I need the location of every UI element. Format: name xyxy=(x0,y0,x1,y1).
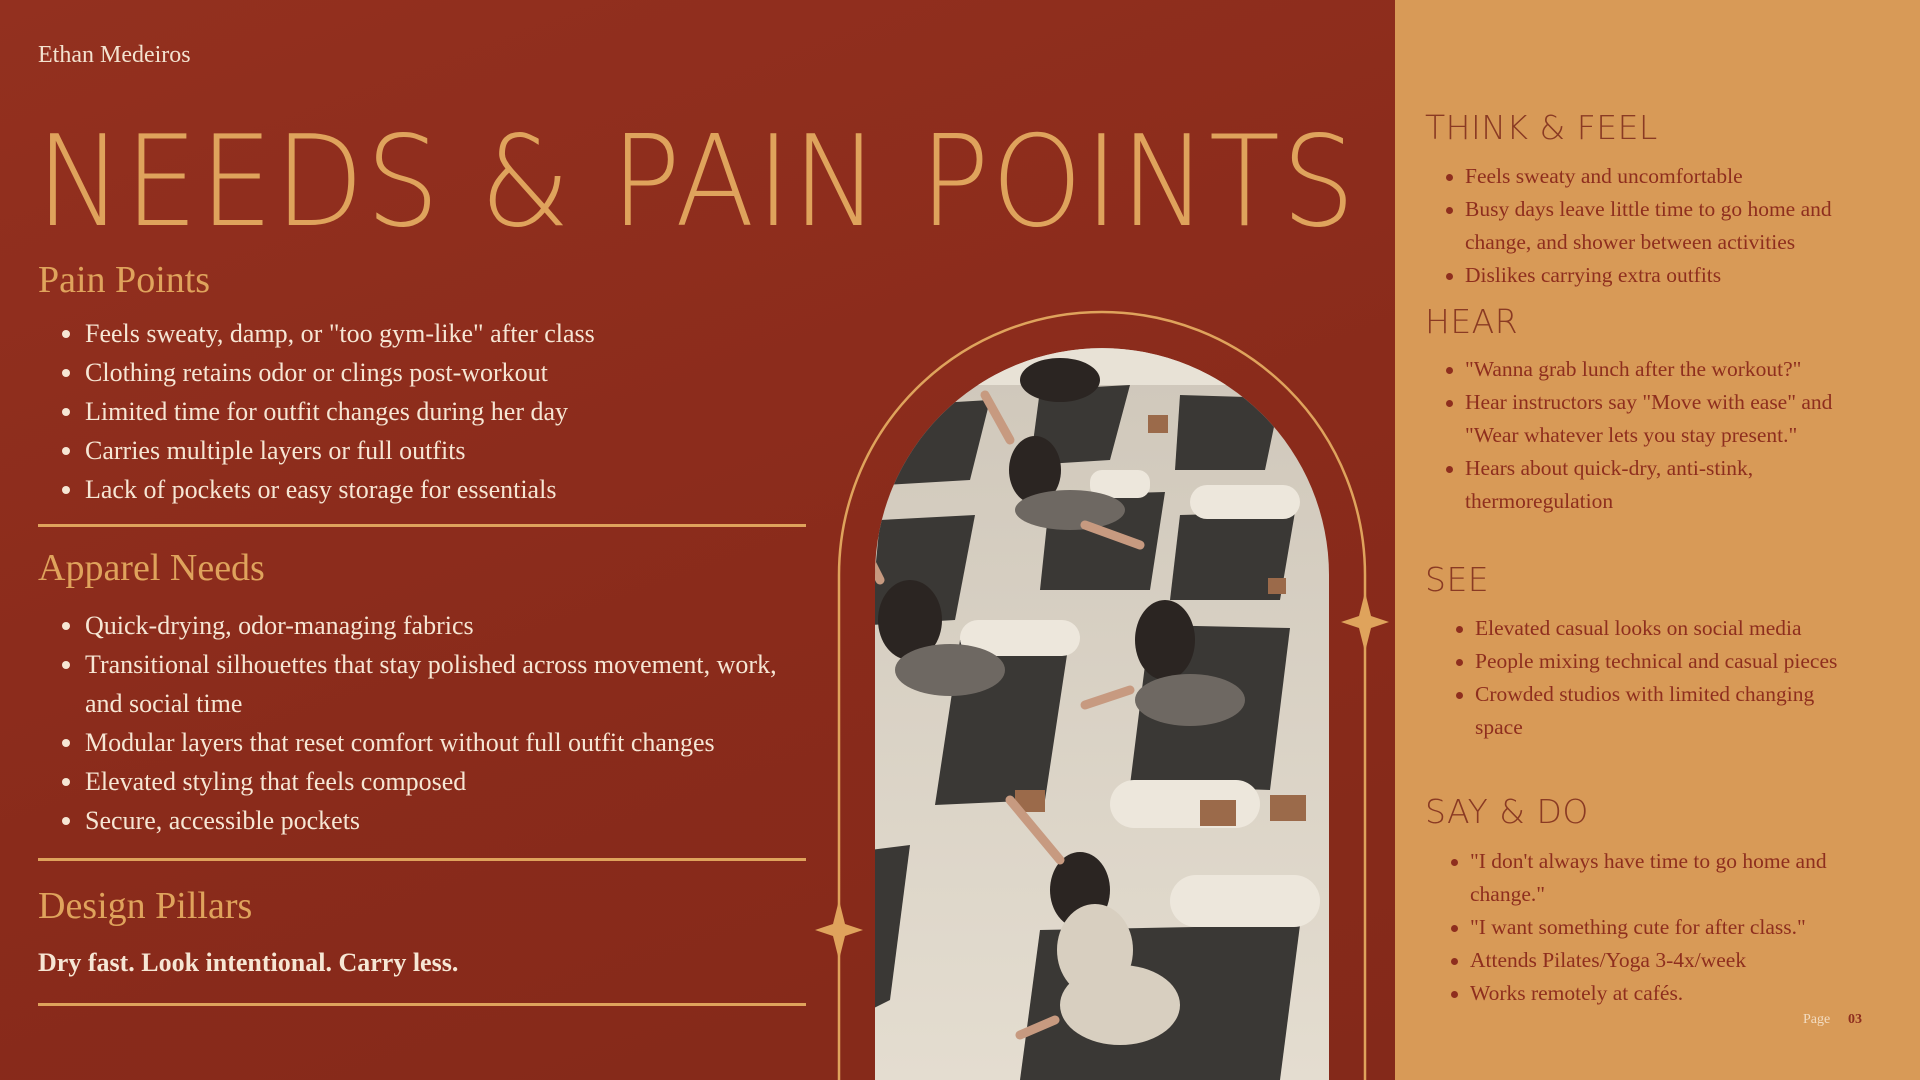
page-label: Page xyxy=(1803,1012,1831,1027)
list-item: "I want something cute for after class." xyxy=(1451,911,1871,944)
pain-points-list xyxy=(60,314,820,509)
list-item: Lack of pockets or easy storage for essentials xyxy=(60,470,820,509)
list-item: Attends Pilates/Yoga 3-4x/week xyxy=(1451,944,1871,977)
page-title: NEEDS & PAIN POINTS xyxy=(36,108,1358,255)
list-item: Modular layers that reset comfort without full outfit changes xyxy=(60,723,820,762)
divider xyxy=(38,524,806,527)
list-item: Elevated styling that feels composed xyxy=(60,762,820,801)
hear-heading: HEAR xyxy=(1425,302,1519,341)
say-do-heading: SAY & DO xyxy=(1425,792,1589,831)
list-item: Elevated casual looks on social media xyxy=(1456,612,1866,645)
list-item: "Wanna grab lunch after the workout?" xyxy=(1446,353,1866,386)
list-item: Busy days leave little time to go home and change, and shower between activities xyxy=(1446,193,1866,259)
list-item: Hear instructors say "Move with ease" and "Wear whatever lets you stay present." xyxy=(1446,386,1866,452)
apparel-needs-heading: Apparel Needs xyxy=(38,547,265,589)
think-feel-list xyxy=(1446,160,1866,292)
list-item: Crowded studios with limited changing space xyxy=(1456,678,1866,744)
list-item: People mixing technical and casual pieces xyxy=(1456,645,1866,678)
list-item: Clothing retains odor or clings post-workout xyxy=(60,353,820,392)
list-item: Hears about quick-dry, anti-stink, thermoregulation xyxy=(1446,452,1866,518)
list-item: "I don't always have time to go home and change." xyxy=(1451,845,1871,911)
author-name: Ethan Medeiros xyxy=(38,42,191,68)
divider xyxy=(38,858,806,861)
list-item: Carries multiple layers or full outfits xyxy=(60,431,820,470)
list-item: Secure, accessible pockets xyxy=(60,801,820,840)
think-feel-heading: THINK & FEEL xyxy=(1425,108,1658,147)
list-item: Quick-drying, odor-managing fabrics xyxy=(60,606,820,645)
hear-list xyxy=(1446,353,1866,518)
apparel-needs-list xyxy=(60,606,820,840)
list-item: Limited time for outfit changes during her day xyxy=(60,392,820,431)
list-item: Transitional silhouettes that stay polished across movement, work, and social time xyxy=(60,645,820,723)
list-item: Feels sweaty, damp, or "too gym-like" after class xyxy=(60,314,820,353)
list-item: Dislikes carrying extra outfits xyxy=(1446,259,1866,292)
design-pillars-text: Dry fast. Look intentional. Carry less. xyxy=(38,948,459,977)
see-heading: SEE xyxy=(1425,560,1490,599)
say-do-list xyxy=(1451,845,1871,1010)
pain-points-heading: Pain Points xyxy=(38,259,211,301)
list-item: Works remotely at cafés. xyxy=(1451,977,1871,1010)
see-list xyxy=(1456,612,1866,744)
design-pillars-heading: Design Pillars xyxy=(38,885,253,927)
list-item: Feels sweaty and uncomfortable xyxy=(1446,160,1866,193)
page-number: 03 xyxy=(1848,1012,1862,1027)
divider xyxy=(38,1003,806,1006)
